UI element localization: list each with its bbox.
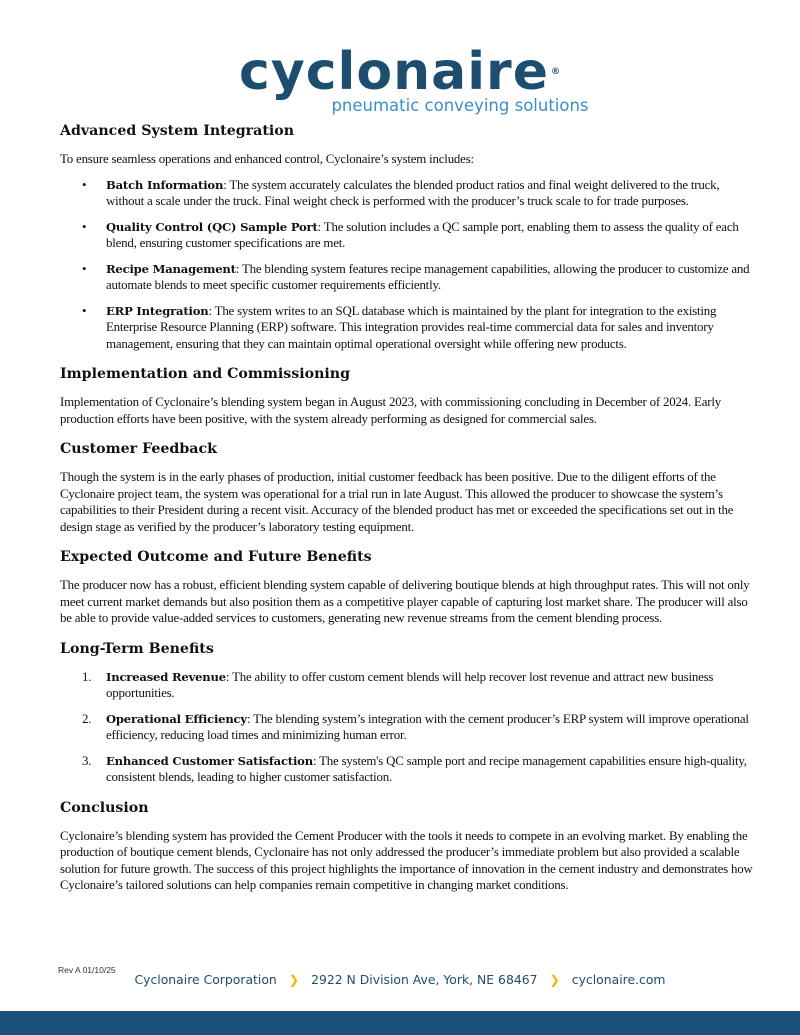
footer-website-link[interactable]: cyclonaire.com — [571, 972, 666, 987]
section-heading-implementation: Implementation and Commissioning — [60, 366, 351, 382]
bullet-icon: • — [82, 303, 87, 318]
list-item — [60, 177, 760, 210]
list-item-text: : The system writes to an SQL database which is maintained by the plant for integration to the existing Enterprise Resource Planning (ERP) software. This integration provides real-time commercial data for sales and inventory management, ensuring that they can maintain optimal operational oversight while offering new products. — [106, 303, 717, 351]
list-item-term: Enhanced Customer Satisfaction — [106, 753, 313, 768]
feedback-body: Though the system is in the early phases of production, initial customer feedback has been positive. Due to the diligent efforts of the Cyclonaire project team, the system was operational for a trial run in late August. This allowed the producer to showcase the system’s capabilities to their President during a recent visit. Accuracy of the blended product has met or exceeded the specifications set out in the design stage as verified by the producer’s laboratory testing equipment. — [60, 470, 734, 534]
list-item-term: Quality Control (QC) Sample Port — [106, 219, 318, 234]
revision-label: Rev A 01/10/25 — [58, 965, 116, 975]
list-item — [60, 711, 760, 744]
integration-intro: To ensure seamless operations and enhanced control, Cyclonaire’s system includes: — [60, 152, 474, 166]
list-item — [60, 261, 760, 294]
bullet-icon: • — [82, 261, 87, 276]
section-heading-feedback: Customer Feedback — [60, 441, 217, 457]
list-number: 1. — [82, 669, 92, 684]
section-heading-benefits: Long-Term Benefits — [60, 640, 214, 657]
list-item-text: : The ability to offer custom cement blends will help recover lost revenue and attract new business opportunities. — [106, 669, 714, 700]
company-logo — [0, 42, 800, 116]
section-heading-conclusion: Conclusion — [60, 799, 149, 816]
list-item-text: : The blending system’s integration with the cement producer’s ERP system will improve operational efficiency, reducing load times and minimizing human error. — [106, 711, 749, 742]
registered-mark: ® — [550, 67, 561, 77]
list-item-text: : The system accurately calculates the blended product ratios and final weight delivered to the truck, without a scale under the truck. Final weight check is performed with the producer’s truck scale to for trade purposes. — [106, 177, 720, 208]
list-number: 2. — [82, 711, 92, 726]
list-item-term: Batch Information — [106, 177, 224, 192]
list-item — [60, 219, 760, 252]
chevron-right-icon: ❯ — [549, 972, 560, 987]
conclusion-body: Cyclonaire’s blending system has provided the Cement Producer with the tools it needs to compete in an evolving market. By enabling the production of boutique cement blends, Cyclonaire has not only addressed the producer’s immediate problem but also provided a scalable solution for future growth. The success of this project highlights the importance of innovation in the cement industry and demonstrates how Cyclonaire’s tailored solutions can help companies remain competitive in changing market conditions. — [60, 828, 753, 892]
document-body — [60, 118, 760, 894]
section-heading-integration: Advanced System Integration — [60, 123, 295, 139]
list-item-term: Increased Revenue — [106, 669, 226, 684]
logo-wordmark — [0, 42, 800, 102]
benefits-list — [60, 669, 760, 786]
list-item-term: Operational Efficiency — [106, 711, 247, 726]
implementation-body: Implementation of Cyclonaire’s blending system began in August 2023, with commissioning concluding in December of 2024. Early production efforts have been positive, with the system already performing as designed for commercial sales. — [60, 395, 721, 426]
outcome-body: The producer now has a robust, efficient blending system capable of delivering boutique blends at high throughput rates. This will not only meet current market demands but also position them as a competitive player capable of capturing lost market share. The producer will also be able to provide value-added services to customers, generating new revenue streams from the cement blending process. — [60, 578, 750, 625]
chevron-right-icon: ❯ — [288, 972, 300, 987]
list-item-text: : The blending system features recipe management capabilities, allowing the producer to customize and automate blends to meet specific customer requirements efficiently. — [106, 261, 750, 292]
footer-color-bar — [0, 1011, 800, 1035]
section-heading-outcome: Expected Outcome and Future Benefits — [60, 549, 372, 565]
bullet-icon: • — [82, 219, 87, 234]
list-item — [60, 753, 760, 786]
list-item — [60, 669, 760, 702]
footer-address: 2922 N Division Ave, York, NE 68467 — [311, 972, 538, 987]
logo-tagline: pneumatic conveying solutions — [331, 96, 589, 115]
list-item-text: : The solution includes a QC sample port, enabling them to assess the quality of each blend, ensuring customer specifications are met. — [106, 219, 739, 250]
bullet-icon: • — [82, 177, 87, 192]
footer-contact-line — [0, 972, 800, 987]
list-item-term: ERP Integration — [106, 303, 209, 318]
list-item — [60, 303, 760, 353]
footer-company-name: Cyclonaire Corporation — [134, 972, 277, 987]
logo-word-text: cyclonaire — [239, 42, 549, 102]
list-item-text: : The system's QC sample port and recipe management capabilities ensure high-quality, consistent blends, leading to higher customer satisfaction. — [106, 753, 747, 784]
integration-list — [60, 177, 760, 353]
list-item-term: Recipe Management — [106, 261, 236, 276]
list-number: 3. — [82, 753, 92, 768]
